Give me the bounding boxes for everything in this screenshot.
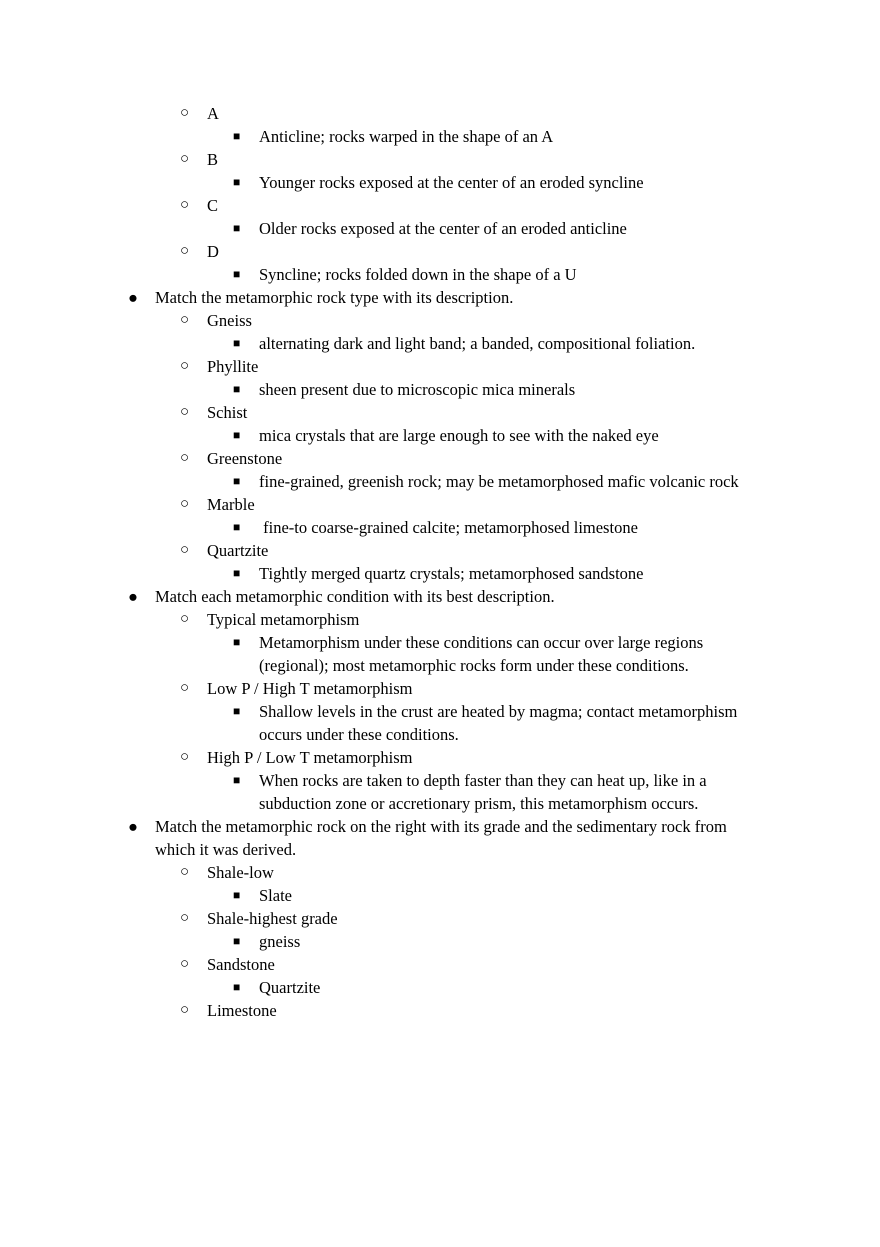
list-item-text: which it was derived. (155, 840, 297, 859)
square-bullet-icon: ■ (233, 934, 241, 948)
list-item-text: Typical metamorphism (207, 610, 360, 629)
list-item-level-2 (0, 355, 880, 378)
list-item-level-3 (0, 171, 880, 194)
list-item-level-1 (0, 286, 880, 309)
list-item-level-3 (0, 930, 880, 953)
list-item-text: Shallow levels in the crust are heated by magma; contact metamorphism (259, 702, 738, 721)
list-item-text: Slate (259, 886, 292, 905)
list-item-level-2 (0, 539, 880, 562)
list-item-level-2 (0, 194, 880, 217)
list-item-text: (regional); most metamorphic rocks form under these conditions. (259, 656, 689, 675)
list-item-text: Quartzite (207, 541, 269, 560)
list-item-text: Match each metamorphic condition with its best description. (155, 587, 555, 606)
list-item-continuation (0, 723, 880, 746)
hollow-circle-bullet-icon: ○ (180, 105, 190, 121)
list-item-continuation (0, 654, 880, 677)
list-item-level-3 (0, 332, 880, 355)
list-item-level-2 (0, 999, 880, 1022)
document-page (0, 102, 880, 1022)
hollow-circle-bullet-icon: ○ (180, 312, 190, 328)
list-item-level-3 (0, 769, 880, 792)
hollow-circle-bullet-icon: ○ (180, 1002, 190, 1018)
hollow-circle-bullet-icon: ○ (180, 910, 190, 926)
square-bullet-icon: ■ (233, 520, 241, 534)
hollow-circle-bullet-icon: ○ (180, 542, 190, 558)
filled-circle-bullet-icon: ● (128, 288, 138, 307)
list-item-level-2 (0, 148, 880, 171)
list-item-text: fine-to coarse-grained calcite; metamorphosed limestone (259, 518, 638, 537)
square-bullet-icon: ■ (233, 980, 241, 994)
list-item-text: Sandstone (207, 955, 275, 974)
list-item-text: Gneiss (207, 311, 252, 330)
list-item-level-3 (0, 631, 880, 654)
hollow-circle-bullet-icon: ○ (180, 404, 190, 420)
square-bullet-icon: ■ (233, 773, 241, 787)
list-item-text: Quartzite (259, 978, 321, 997)
list-item-text: Younger rocks exposed at the center of an eroded syncline (259, 173, 644, 192)
hollow-circle-bullet-icon: ○ (180, 749, 190, 765)
list-item-level-3 (0, 884, 880, 907)
square-bullet-icon: ■ (233, 267, 241, 281)
square-bullet-icon: ■ (233, 129, 241, 143)
square-bullet-icon: ■ (233, 175, 241, 189)
list-item-text: Greenstone (207, 449, 283, 468)
list-item-level-1 (0, 815, 880, 838)
list-item-text: Match the metamorphic rock on the right with its grade and the sedimentary rock from (155, 817, 727, 836)
list-item-text: Syncline; rocks folded down in the shape of a U (259, 265, 577, 284)
list-item-text: D (207, 242, 219, 261)
list-item-level-2 (0, 861, 880, 884)
list-item-text: Schist (207, 403, 248, 422)
list-item-text: C (207, 196, 219, 215)
list-item-level-3 (0, 976, 880, 999)
list-item-level-3 (0, 217, 880, 240)
list-item-level-3 (0, 378, 880, 401)
list-item-text: Tightly merged quartz crystals; metamorphosed sandstone (259, 564, 644, 583)
list-item-text: Older rocks exposed at the center of an eroded anticline (259, 219, 627, 238)
list-item-level-3 (0, 263, 880, 286)
list-item-text: Anticline; rocks warped in the shape of an A (259, 127, 554, 146)
list-item-level-2 (0, 608, 880, 631)
square-bullet-icon: ■ (233, 566, 241, 580)
filled-circle-bullet-icon: ● (128, 587, 138, 606)
list-item-text: Match the metamorphic rock type with its description. (155, 288, 514, 307)
list-item-text: Marble (207, 495, 255, 514)
square-bullet-icon: ■ (233, 336, 241, 350)
square-bullet-icon: ■ (233, 474, 241, 488)
list-item-level-3 (0, 516, 880, 539)
list-item-text: subduction zone or accretionary prism, this metamorphism occurs. (259, 794, 699, 813)
list-item-level-2 (0, 102, 880, 125)
list-item-text: Low P / High T metamorphism (207, 679, 413, 698)
list-item-text: sheen present due to microscopic mica minerals (259, 380, 576, 399)
list-item-text: High P / Low T metamorphism (207, 748, 413, 767)
list-item-level-3 (0, 125, 880, 148)
hollow-circle-bullet-icon: ○ (180, 680, 190, 696)
list-item-level-2 (0, 746, 880, 769)
list-item-level-3 (0, 470, 880, 493)
hollow-circle-bullet-icon: ○ (180, 611, 190, 627)
hollow-circle-bullet-icon: ○ (180, 956, 190, 972)
list-item-level-2 (0, 401, 880, 424)
list-item-level-2 (0, 907, 880, 930)
list-item-text: A (207, 104, 219, 123)
list-item-level-3 (0, 562, 880, 585)
list-item-level-2 (0, 493, 880, 516)
square-bullet-icon: ■ (233, 221, 241, 235)
list-item-text: alternating dark and light band; a banded, compositional foliation. (259, 334, 696, 353)
list-item-text: When rocks are taken to depth faster than they can heat up, like in a (259, 771, 707, 790)
hollow-circle-bullet-icon: ○ (180, 496, 190, 512)
list-item-text: fine-grained, greenish rock; may be metamorphosed mafic volcanic rock (259, 472, 739, 491)
list-item-text: Metamorphism under these conditions can occur over large regions (259, 633, 704, 652)
list-item-text: mica crystals that are large enough to see with the naked eye (259, 426, 659, 445)
filled-circle-bullet-icon: ● (128, 817, 138, 836)
list-item-level-2 (0, 309, 880, 332)
hollow-circle-bullet-icon: ○ (180, 243, 190, 259)
square-bullet-icon: ■ (233, 428, 241, 442)
list-item-continuation (0, 838, 880, 861)
hollow-circle-bullet-icon: ○ (180, 358, 190, 374)
list-item-text: B (207, 150, 219, 169)
hollow-circle-bullet-icon: ○ (180, 864, 190, 880)
list-item-level-3 (0, 700, 880, 723)
list-item-text: Shale-low (207, 863, 274, 882)
list-item-level-2 (0, 240, 880, 263)
list-item-level-3 (0, 424, 880, 447)
square-bullet-icon: ■ (233, 635, 241, 649)
list-item-level-2 (0, 447, 880, 470)
list-item-level-2 (0, 953, 880, 976)
list-item-text: Shale-highest grade (207, 909, 338, 928)
square-bullet-icon: ■ (233, 382, 241, 396)
list-item-text: Phyllite (207, 357, 259, 376)
square-bullet-icon: ■ (233, 704, 241, 718)
square-bullet-icon: ■ (233, 888, 241, 902)
list-item-level-2 (0, 677, 880, 700)
list-item-text: Limestone (207, 1001, 277, 1020)
list-item-level-1 (0, 585, 880, 608)
hollow-circle-bullet-icon: ○ (180, 450, 190, 466)
list-item-continuation (0, 792, 880, 815)
list-item-text: gneiss (259, 932, 301, 951)
hollow-circle-bullet-icon: ○ (180, 197, 190, 213)
list-item-text: occurs under these conditions. (259, 725, 459, 744)
hollow-circle-bullet-icon: ○ (180, 151, 190, 167)
